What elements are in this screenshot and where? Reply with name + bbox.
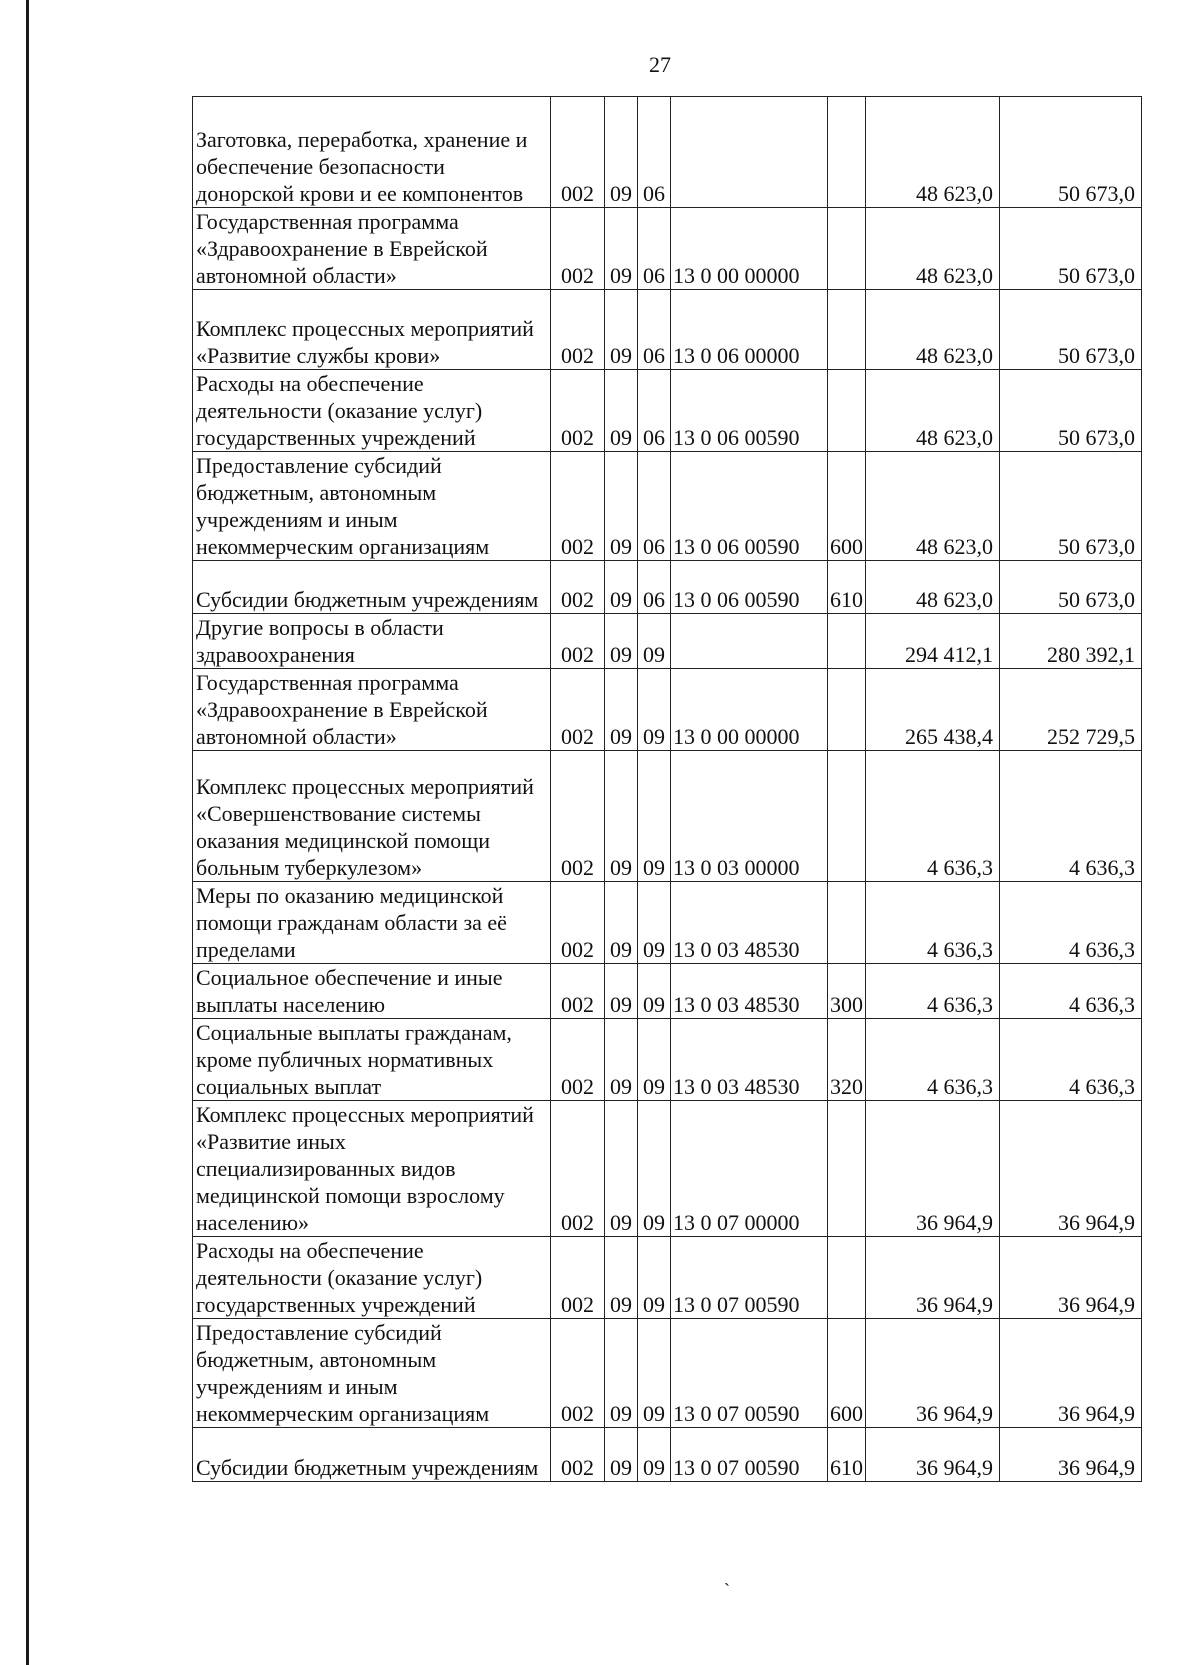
subsection-code-cell: 09 — [638, 1101, 671, 1237]
stray-mark: ˏ — [724, 1566, 730, 1586]
amount-year2-cell: 50 673,0 — [1000, 208, 1142, 290]
amount-year2-cell: 50 673,0 — [1000, 370, 1142, 452]
amount-year1-cell: 4 636,3 — [866, 1019, 1000, 1101]
table-row — [193, 751, 1142, 882]
scan-edge-line — [26, 0, 29, 1665]
row-name-cell: Другие вопросы в области здравоохранения — [193, 614, 551, 669]
subsection-code-cell: 06 — [638, 370, 671, 452]
target-article-cell — [671, 614, 828, 669]
subsection-code-cell: 06 — [638, 290, 671, 370]
ved-code-cell: 002 — [551, 290, 605, 370]
table-row — [193, 1101, 1142, 1237]
target-article-cell: 13 0 06 00590 — [671, 452, 828, 561]
row-name-cell: Заготовка, переработка, хранение и обеспечение безопасности донорской крови и ее компонентов — [193, 97, 551, 208]
row-name-cell: Государственная программа «Здравоохранение в Еврейской автономной области» — [193, 669, 551, 751]
amount-year1-cell: 36 964,9 — [866, 1319, 1000, 1428]
section-code-cell: 09 — [605, 1237, 638, 1319]
amount-year1-cell: 48 623,0 — [866, 290, 1000, 370]
ved-code-cell: 002 — [551, 751, 605, 882]
subsection-code-cell: 09 — [638, 669, 671, 751]
section-code-cell: 09 — [605, 1101, 638, 1237]
ved-code-cell: 002 — [551, 452, 605, 561]
row-name-cell: Комплекс процессных мероприятий «Развитие иных специализированных видов медицинской помощи взрослому населению» — [193, 1101, 551, 1237]
expense-type-cell — [828, 751, 866, 882]
subsection-code-cell: 06 — [638, 97, 671, 208]
target-article-cell: 13 0 07 00590 — [671, 1237, 828, 1319]
subsection-code-cell: 06 — [638, 452, 671, 561]
expense-type-cell — [828, 208, 866, 290]
ved-code-cell: 002 — [551, 208, 605, 290]
row-name-cell: Субсидии бюджетным учреждениям — [193, 1428, 551, 1482]
target-article-cell — [671, 97, 828, 208]
ved-code-cell: 002 — [551, 1428, 605, 1482]
table-row — [193, 614, 1142, 669]
ved-code-cell: 002 — [551, 669, 605, 751]
target-article-cell: 13 0 07 00590 — [671, 1319, 828, 1428]
section-code-cell: 09 — [605, 669, 638, 751]
table-row — [193, 1428, 1142, 1482]
target-article-cell: 13 0 03 48530 — [671, 882, 828, 964]
section-code-cell: 09 — [605, 370, 638, 452]
table-row — [193, 208, 1142, 290]
table-row — [193, 1237, 1142, 1319]
table-row — [193, 882, 1142, 964]
section-code-cell: 09 — [605, 97, 638, 208]
table-row — [193, 370, 1142, 452]
amount-year1-cell: 48 623,0 — [866, 561, 1000, 614]
target-article-cell: 13 0 03 00000 — [671, 751, 828, 882]
expense-type-cell — [828, 1101, 866, 1237]
amount-year1-cell: 48 623,0 — [866, 452, 1000, 561]
page-number: 27 — [649, 52, 671, 77]
amount-year2-cell: 36 964,9 — [1000, 1101, 1142, 1237]
table-row — [193, 97, 1142, 208]
amount-year2-cell: 50 673,0 — [1000, 452, 1142, 561]
row-name-cell: Предоставление субсидий бюджетным, автономным учреждениям и иным некоммерческим организациям — [193, 452, 551, 561]
expense-type-cell: 600 — [828, 452, 866, 561]
amount-year1-cell: 48 623,0 — [866, 97, 1000, 208]
target-article-cell: 13 0 07 00000 — [671, 1101, 828, 1237]
amount-year1-cell: 4 636,3 — [866, 882, 1000, 964]
subsection-code-cell: 09 — [638, 614, 671, 669]
budget-table-body — [193, 97, 1142, 1482]
row-name-cell: Комплекс процессных мероприятий «Развитие службы крови» — [193, 290, 551, 370]
ved-code-cell: 002 — [551, 1319, 605, 1428]
expense-type-cell — [828, 290, 866, 370]
table-row — [193, 1319, 1142, 1428]
table-row — [193, 669, 1142, 751]
section-code-cell: 09 — [605, 882, 638, 964]
section-code-cell: 09 — [605, 1319, 638, 1428]
target-article-cell: 13 0 00 00000 — [671, 208, 828, 290]
amount-year2-cell: 4 636,3 — [1000, 882, 1142, 964]
ved-code-cell: 002 — [551, 1237, 605, 1319]
amount-year2-cell: 4 636,3 — [1000, 964, 1142, 1019]
amount-year2-cell: 50 673,0 — [1000, 290, 1142, 370]
expense-type-cell: 600 — [828, 1319, 866, 1428]
target-article-cell: 13 0 06 00000 — [671, 290, 828, 370]
expense-type-cell — [828, 614, 866, 669]
ved-code-cell: 002 — [551, 97, 605, 208]
ved-code-cell: 002 — [551, 370, 605, 452]
expense-type-cell — [828, 882, 866, 964]
table-row — [193, 1019, 1142, 1101]
section-code-cell: 09 — [605, 964, 638, 1019]
amount-year2-cell: 4 636,3 — [1000, 1019, 1142, 1101]
expense-type-cell: 300 — [828, 964, 866, 1019]
section-code-cell: 09 — [605, 1428, 638, 1482]
amount-year2-cell: 36 964,9 — [1000, 1319, 1142, 1428]
target-article-cell: 13 0 06 00590 — [671, 370, 828, 452]
row-name-cell: Субсидии бюджетным учреждениям — [193, 561, 551, 614]
amount-year2-cell: 50 673,0 — [1000, 97, 1142, 208]
subsection-code-cell: 09 — [638, 751, 671, 882]
subsection-code-cell: 06 — [638, 208, 671, 290]
expense-type-cell: 610 — [828, 561, 866, 614]
section-code-cell: 09 — [605, 208, 638, 290]
table-row — [193, 290, 1142, 370]
amount-year1-cell: 36 964,9 — [866, 1101, 1000, 1237]
amount-year1-cell: 4 636,3 — [866, 751, 1000, 882]
expense-type-cell — [828, 370, 866, 452]
amount-year1-cell: 36 964,9 — [866, 1428, 1000, 1482]
target-article-cell: 13 0 06 00590 — [671, 561, 828, 614]
ved-code-cell: 002 — [551, 882, 605, 964]
subsection-code-cell: 09 — [638, 1019, 671, 1101]
amount-year2-cell: 4 636,3 — [1000, 751, 1142, 882]
ved-code-cell: 002 — [551, 561, 605, 614]
amount-year1-cell: 36 964,9 — [866, 1237, 1000, 1319]
row-name-cell: Государственная программа «Здравоохранение в Еврейской автономной области» — [193, 208, 551, 290]
expense-type-cell — [828, 1237, 866, 1319]
row-name-cell: Расходы на обеспечение деятельности (оказание услуг) государственных учреждений — [193, 1237, 551, 1319]
subsection-code-cell: 06 — [638, 561, 671, 614]
subsection-code-cell: 09 — [638, 882, 671, 964]
amount-year2-cell: 252 729,5 — [1000, 669, 1142, 751]
ved-code-cell: 002 — [551, 614, 605, 669]
ved-code-cell: 002 — [551, 964, 605, 1019]
amount-year1-cell: 48 623,0 — [866, 370, 1000, 452]
expense-type-cell: 610 — [828, 1428, 866, 1482]
row-name-cell: Социальное обеспечение и иные выплаты населению — [193, 964, 551, 1019]
table-row — [193, 964, 1142, 1019]
section-code-cell: 09 — [605, 452, 638, 561]
row-name-cell: Социальные выплаты гражданам, кроме публичных нормативных социальных выплат — [193, 1019, 551, 1101]
subsection-code-cell: 09 — [638, 1319, 671, 1428]
row-name-cell: Меры по оказанию медицинской помощи гражданам области за её пределами — [193, 882, 551, 964]
row-name-cell: Расходы на обеспечение деятельности (оказание услуг) государственных учреждений — [193, 370, 551, 452]
ved-code-cell: 002 — [551, 1101, 605, 1237]
amount-year1-cell: 4 636,3 — [866, 964, 1000, 1019]
row-name-cell: Комплекс процессных мероприятий «Совершенствование системы оказания медицинской помощи больным туберкулезом» — [193, 751, 551, 882]
ved-code-cell: 002 — [551, 1019, 605, 1101]
amount-year1-cell: 48 623,0 — [866, 208, 1000, 290]
target-article-cell: 13 0 03 48530 — [671, 964, 828, 1019]
subsection-code-cell: 09 — [638, 1237, 671, 1319]
row-name-cell: Предоставление субсидий бюджетным, автономным учреждениям и иным некоммерческим организациям — [193, 1319, 551, 1428]
amount-year2-cell: 50 673,0 — [1000, 561, 1142, 614]
amount-year2-cell: 36 964,9 — [1000, 1428, 1142, 1482]
expense-type-cell — [828, 669, 866, 751]
subsection-code-cell: 09 — [638, 964, 671, 1019]
target-article-cell: 13 0 03 48530 — [671, 1019, 828, 1101]
section-code-cell: 09 — [605, 561, 638, 614]
subsection-code-cell: 09 — [638, 1428, 671, 1482]
amount-year2-cell: 280 392,1 — [1000, 614, 1142, 669]
target-article-cell: 13 0 00 00000 — [671, 669, 828, 751]
section-code-cell: 09 — [605, 751, 638, 882]
table-row — [193, 452, 1142, 561]
expense-type-cell: 320 — [828, 1019, 866, 1101]
section-code-cell: 09 — [605, 290, 638, 370]
section-code-cell: 09 — [605, 1019, 638, 1101]
section-code-cell: 09 — [605, 614, 638, 669]
amount-year2-cell: 36 964,9 — [1000, 1237, 1142, 1319]
table-row — [193, 561, 1142, 614]
amount-year1-cell: 294 412,1 — [866, 614, 1000, 669]
expense-type-cell — [828, 97, 866, 208]
amount-year1-cell: 265 438,4 — [866, 669, 1000, 751]
budget-table — [192, 96, 1142, 1482]
target-article-cell: 13 0 07 00590 — [671, 1428, 828, 1482]
